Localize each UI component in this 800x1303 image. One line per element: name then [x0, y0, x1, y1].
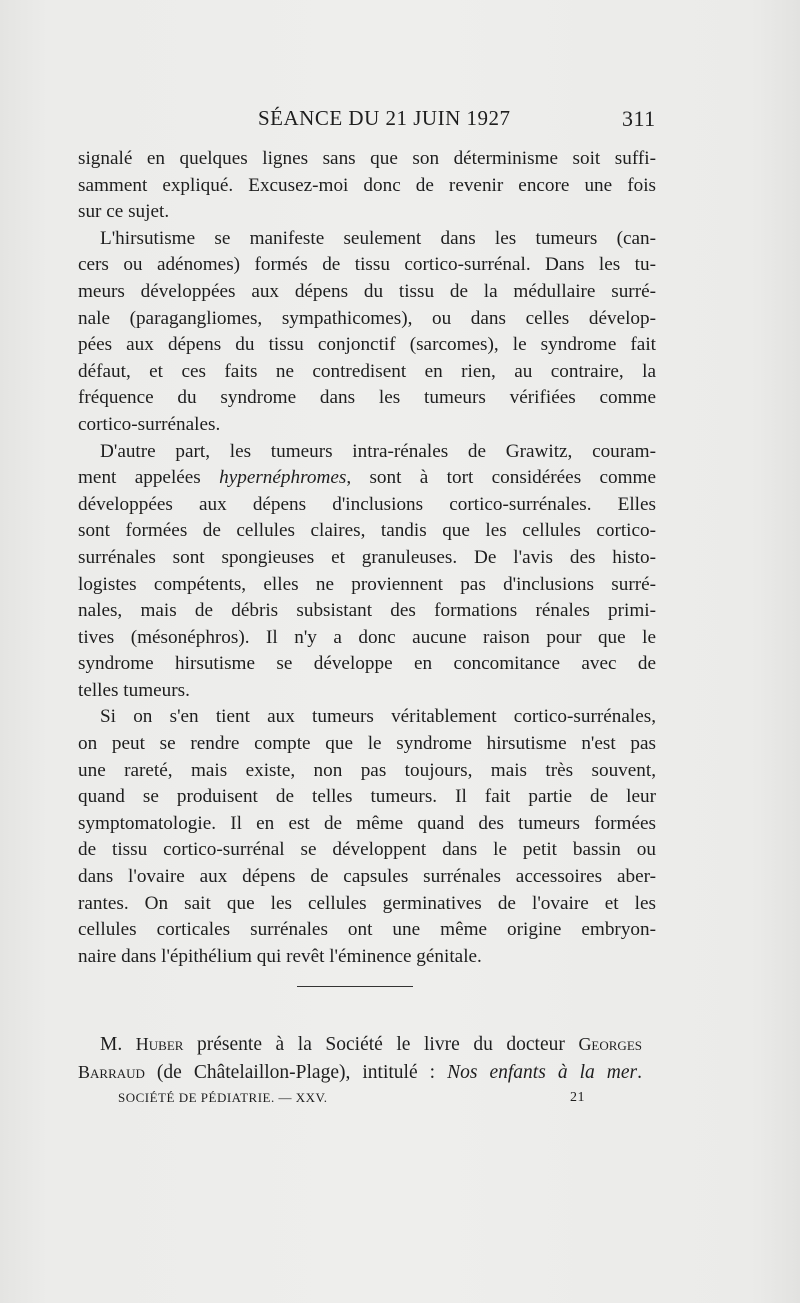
- text-line: défaut, et ces faits ne contredisent en rien, au contraire, la: [78, 360, 656, 382]
- text-segment: M.: [100, 1034, 136, 1055]
- page-footer: [0, 1090, 800, 1110]
- presenter-name: Huber: [135, 1034, 184, 1054]
- body-text: [78, 146, 656, 970]
- text-line: cellules corticales surrénales ont une même origine embryon-: [78, 919, 656, 941]
- text-line: pées aux dépens du tissu conjonctif (sarcomes), le syndrome fait: [78, 334, 656, 356]
- page-number: 311: [622, 106, 656, 131]
- text-line: symptomatologie. Il en est de même quand des tumeurs formées: [78, 812, 656, 834]
- text-line: on peut se rendre compte que le syndrome hirsutisme n'est pas: [78, 733, 656, 755]
- text-line: quand se produisent de telles tumeurs. Il fait partie de leur: [78, 786, 656, 808]
- footer-signature: SOCIÉTÉ DE PÉDIATRIE. — XXV.: [118, 1090, 328, 1105]
- text-line: rantes. On sait que les cellules germinatives de l'ovaire et les: [78, 892, 656, 914]
- text-line: meurs développées aux dépens du tissu de la médullaire surré-: [78, 280, 656, 302]
- text-line: développées aux dépens d'inclusions cortico-surrénales. Elles: [78, 493, 656, 515]
- text-line: nale (paragangliomes, sympathicomes), ou dans celles dévelop-: [78, 307, 656, 329]
- text-line: sur ce sujet.: [78, 201, 170, 223]
- text-line: signalé en quelques lignes sans que son déterminisme soit suffi-: [78, 148, 656, 169]
- footer-sheet-number: 21: [570, 1090, 585, 1105]
- text-segment: (de Châtelaillon-Plage), intitulé :: [144, 1062, 448, 1083]
- author-first-name: Georges: [578, 1034, 642, 1054]
- announcement-line: [78, 1030, 642, 1058]
- text-segment: présente à la Société le livre du docteur: [183, 1034, 579, 1055]
- text-line: telles tumeurs.: [78, 679, 190, 701]
- text-line: sont formées de cellules claires, tandis que les cellules cortico-: [78, 520, 656, 542]
- book-title: Nos enfants à la mer: [447, 1062, 638, 1083]
- text-segment: .: [637, 1062, 642, 1083]
- author-last-name: Barraud: [78, 1062, 145, 1082]
- text-line: Si on s'en tient aux tumeurs véritablement cortico-surrénales,: [100, 706, 656, 728]
- text-line: fréquence du syndrome dans les tumeurs vérifiées comme: [78, 387, 656, 409]
- text-line: de tissu cortico-surrénal se développent dans le petit bassin ou: [78, 839, 656, 861]
- running-head-title: SÉANCE DU 21 JUIN 1927: [258, 106, 511, 130]
- running-head: [0, 106, 800, 136]
- text-segment: , sont à tort considérées comme: [346, 467, 656, 489]
- announcement-line: [78, 1058, 642, 1086]
- announcement-paragraph: [78, 1030, 642, 1086]
- italic-term: hypernéphromes: [219, 467, 347, 489]
- text-line: logistes compétents, elles ne proviennent pas d'inclusions surré-: [78, 573, 656, 595]
- text-line: une rareté, mais existe, non pas toujours, mais très souvent,: [78, 759, 656, 781]
- section-divider: [297, 986, 413, 987]
- text-line: syndrome hirsutisme se développe en concomitance avec de: [78, 653, 656, 675]
- text-line: D'autre part, les tumeurs intra-rénales de Grawitz, couram-: [100, 440, 656, 462]
- text-line: cortico-surrénales.: [78, 413, 221, 435]
- text-line: dans l'ovaire aux dépens de capsules surrénales accessoires aber-: [78, 866, 656, 888]
- text-line: L'hirsutisme se manifeste seulement dans les tumeurs (can-: [100, 227, 656, 249]
- text-line: tives (mésonéphros). Il n'y a donc aucune raison pour que le: [78, 626, 656, 648]
- text-line: samment expliqué. Excusez-moi donc de revenir encore une fois: [78, 174, 656, 196]
- text-line: naire dans l'épithélium qui revêt l'éminence génitale.: [78, 945, 482, 967]
- text-line: nales, mais de débris subsistant des formations rénales primi-: [78, 600, 656, 622]
- text-line: surrénales sont spongieuses et granuleuses. De l'avis des histo-: [78, 546, 656, 568]
- text-line: cers ou adénomes) formés de tissu cortico-surrénal. Dans les tu-: [78, 254, 656, 276]
- text-line-mixed: [78, 465, 656, 492]
- text-segment: ment appelées: [78, 467, 220, 489]
